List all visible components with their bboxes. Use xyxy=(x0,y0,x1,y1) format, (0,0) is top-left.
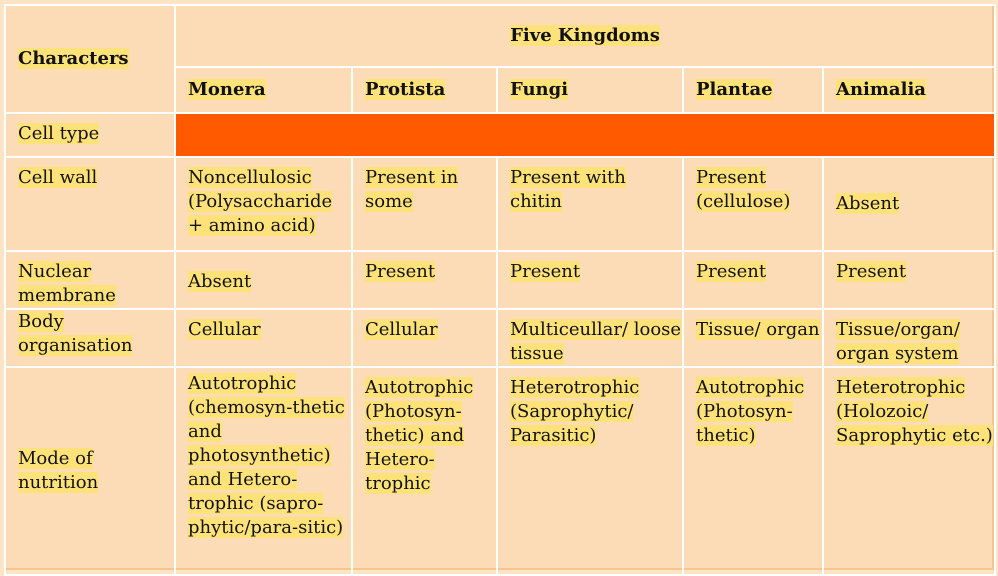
cell-value: Tissue/ organ xyxy=(696,319,820,340)
cell-wall-monera xyxy=(175,157,352,251)
header-row-top xyxy=(5,5,995,67)
mode-of-nutrition-animalia xyxy=(823,367,995,575)
cell-value: Autotrophic (Photosyn-thetic) and Hetero-trophic xyxy=(365,377,474,494)
mode-of-nutrition-fungi xyxy=(497,367,683,575)
row-label-text: Body organisation xyxy=(18,311,133,356)
body-organisation-fungi xyxy=(497,309,683,367)
cell-value: Tissue/organ/ organ system xyxy=(836,319,960,364)
kingdom-header-label: Monera xyxy=(188,79,266,100)
body-organisation-monera xyxy=(175,309,352,367)
cell-value: Present in some xyxy=(365,167,459,212)
row-label-nuclear-membrane xyxy=(5,251,175,309)
cell-value: Present xyxy=(365,261,436,282)
row-label-mode-of-nutrition xyxy=(5,367,175,575)
row-label-text: Nuclear membrane xyxy=(18,261,116,306)
kingdom-header-label: Animalia xyxy=(836,79,926,100)
characters-header-text: Characters xyxy=(18,48,129,69)
table-row-nuclear-membrane xyxy=(5,251,995,309)
cell-value: Absent xyxy=(836,193,900,214)
table-row-mode-of-nutrition xyxy=(5,367,995,575)
cell-value: Present xyxy=(836,261,907,282)
five-kingdoms-table xyxy=(4,4,996,576)
cell-value: Cellular xyxy=(365,319,438,340)
body-organisation-plantae xyxy=(683,309,823,367)
cell-value: Heterotrophic (Holozoic/ Saprophytic etc.) xyxy=(836,377,993,446)
cell-wall-plantae xyxy=(683,157,823,251)
kingdom-header-label: Fungi xyxy=(510,79,569,100)
cell-value: Present xyxy=(510,261,581,282)
cell-value: Absent xyxy=(188,271,252,292)
kingdom-header-plantae xyxy=(683,67,823,113)
mode-of-nutrition-protista xyxy=(352,367,497,575)
five-kingdoms-header xyxy=(175,5,995,67)
row-label-body-organisation xyxy=(5,309,175,367)
row-label-text: Cell wall xyxy=(18,167,98,188)
kingdom-header-label: Protista xyxy=(365,79,446,100)
mode-of-nutrition-monera xyxy=(175,367,352,575)
cell-value: Present (cellulose) xyxy=(696,167,791,212)
row-label-cell-type xyxy=(5,113,175,157)
characters-header xyxy=(5,5,175,113)
table-row-body-organisation xyxy=(5,309,995,367)
cell-value: Noncellulosic (Polysaccharide + amino acid) xyxy=(188,167,333,236)
cell-value: Heterotrophic (Saprophytic/ Parasitic) xyxy=(510,377,640,446)
kingdom-header-protista xyxy=(352,67,497,113)
kingdom-header-label: Plantae xyxy=(696,79,773,100)
table-row-cell-type xyxy=(5,113,995,157)
kingdom-header-animalia xyxy=(823,67,995,113)
row-label-text: Mode of nutrition xyxy=(18,448,99,493)
cell-type-bar xyxy=(175,113,995,157)
nuclear-membrane-plantae xyxy=(683,251,823,309)
nuclear-membrane-monera xyxy=(175,251,352,309)
cell-value: Multiceullar/ loose tissue xyxy=(510,319,682,364)
kingdom-header-fungi xyxy=(497,67,683,113)
table-row-cell-wall xyxy=(5,157,995,251)
cell-value: Autotrophic (Photosyn-thetic) xyxy=(696,377,805,446)
mode-of-nutrition-plantae xyxy=(683,367,823,575)
cell-wall-animalia xyxy=(823,157,995,251)
five-kingdoms-header-text: Five Kingdoms xyxy=(510,25,660,46)
cell-value: Cellular xyxy=(188,319,261,340)
row-label-text: Cell type xyxy=(18,123,100,144)
body-organisation-animalia xyxy=(823,309,995,367)
cell-wall-protista xyxy=(352,157,497,251)
nuclear-membrane-protista xyxy=(352,251,497,309)
cell-value: Present xyxy=(696,261,767,282)
kingdom-header-monera xyxy=(175,67,352,113)
cell-value: Present with chitin xyxy=(510,167,626,212)
row-label-cell-wall xyxy=(5,157,175,251)
cell-value: Autotrophic (chemosyn-thetic and photosynthetic) and Hetero-trophic (sapro-phytic/para-sitic) xyxy=(188,373,345,538)
body-organisation-protista xyxy=(352,309,497,367)
nuclear-membrane-animalia xyxy=(823,251,995,309)
cell-wall-fungi xyxy=(497,157,683,251)
nuclear-membrane-fungi xyxy=(497,251,683,309)
